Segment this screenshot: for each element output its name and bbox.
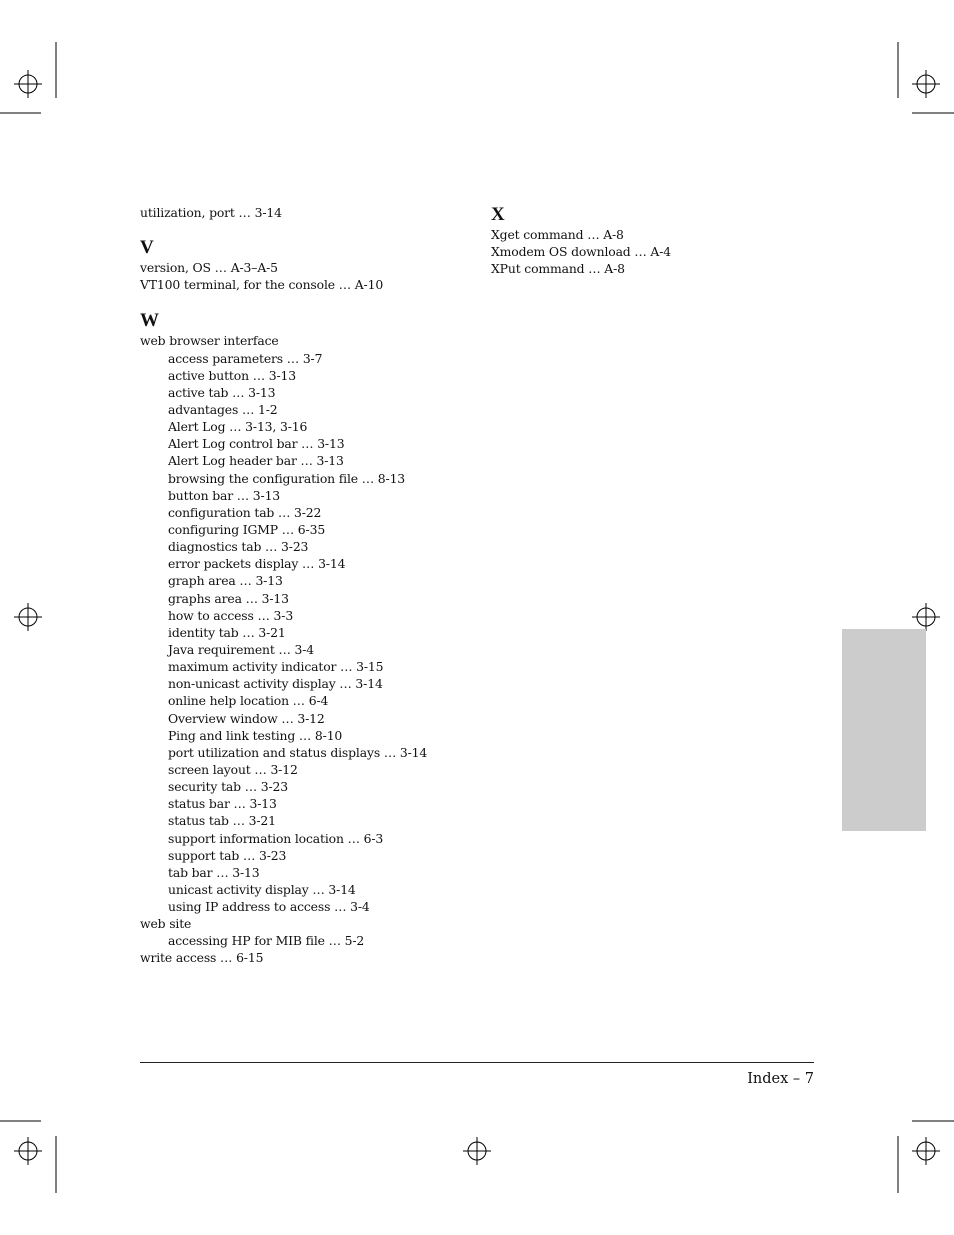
index-subentry: Alert Log control bar … 3-13 — [168, 436, 345, 452]
index-column-left — [140, 204, 470, 967]
index-subentry: port utilization and status displays … 3-14 — [168, 744, 428, 760]
index-subentry: Ping and link testing … 8-10 — [168, 727, 343, 743]
index-subentry: configuration tab … 3-22 — [168, 504, 322, 520]
index-subentry: graphs area … 3-13 — [168, 590, 289, 606]
index-entry: web browser interface — [140, 333, 279, 349]
index-subentry: maximum activity indicator … 3-15 — [168, 659, 384, 675]
index-subentry: identity tab … 3-21 — [168, 624, 286, 640]
index-subentry: Overview window … 3-12 — [168, 710, 325, 726]
index-subentry: how to access … 3-3 — [168, 607, 294, 623]
registration-mark-top-right — [912, 70, 940, 98]
section-letter-v: V — [140, 237, 154, 259]
registration-mark-middle-right — [912, 603, 940, 631]
index-entry: XPut command … A-8 — [491, 261, 625, 277]
index-subentry: status tab … 3-21 — [168, 813, 276, 829]
index-subentry: graph area … 3-13 — [168, 573, 283, 589]
subentry-list — [140, 350, 470, 916]
index-subentry: non-unicast activity display … 3-14 — [168, 676, 383, 692]
index-subentry: tab bar … 3-13 — [168, 864, 260, 880]
index-subentry: online help location … 6-4 — [168, 693, 329, 709]
index-entry: web site — [140, 916, 192, 932]
registration-mark-top-left — [14, 70, 42, 98]
index-subentry: configuring IGMP … 6-35 — [168, 521, 326, 537]
index-entry: utilization, port … 3-14 — [140, 205, 282, 220]
index-subentry: status bar … 3-13 — [168, 796, 277, 812]
section-letter-x: X — [491, 204, 505, 225]
registration-mark-middle-left — [14, 603, 42, 631]
footer-rule — [140, 1062, 814, 1063]
index-subentry: Alert Log header bar … 3-13 — [168, 453, 344, 469]
index-entry: Xmodem OS download … A-4 — [491, 244, 671, 260]
index-column-right — [491, 204, 821, 277]
index-subentry: accessing HP for MIB file … 5-2 — [168, 933, 365, 949]
index-subentry: unicast activity display … 3-14 — [168, 881, 356, 897]
index-subentry: error packets display … 3-14 — [168, 556, 346, 572]
section-letter-w: W — [140, 310, 159, 332]
index-subentry: advantages … 1-2 — [168, 401, 278, 417]
registration-mark-bottom-right — [912, 1137, 940, 1165]
page-number: Index – 7 — [747, 1071, 814, 1087]
index-subentry: access parameters … 3-7 — [168, 350, 323, 366]
index-subentry: button bar … 3-13 — [168, 487, 281, 503]
index-subentry: active button … 3-13 — [168, 367, 296, 383]
index-subentry: security tab … 3-23 — [168, 779, 288, 795]
index-subentry: using IP address to access … 3-4 — [168, 899, 370, 915]
index-subentry: browsing the configuration file … 8-13 — [168, 470, 406, 486]
registration-mark-bottom-center — [463, 1137, 491, 1165]
index-entry: write access … 6-15 — [140, 950, 264, 966]
index-entry: version, OS … A-3–A-5 — [140, 260, 278, 276]
index-subentry: support tab … 3-23 — [168, 847, 287, 863]
index-subentry: support information location … 6-3 — [168, 830, 384, 846]
index-subentry: Alert Log … 3-13, 3-16 — [168, 419, 308, 435]
index-subentry: Java requirement … 3-4 — [168, 641, 315, 657]
registration-mark-bottom-left — [14, 1137, 42, 1165]
index-entry: VT100 terminal, for the console … A-10 — [140, 277, 384, 293]
index-subentry: active tab … 3-13 — [168, 384, 276, 400]
index-entry: Xget command … A-8 — [491, 227, 624, 242]
index-subentry: diagnostics tab … 3-23 — [168, 539, 309, 555]
index-subentry: screen layout … 3-12 — [168, 761, 298, 777]
thumb-index-tab — [842, 629, 926, 831]
